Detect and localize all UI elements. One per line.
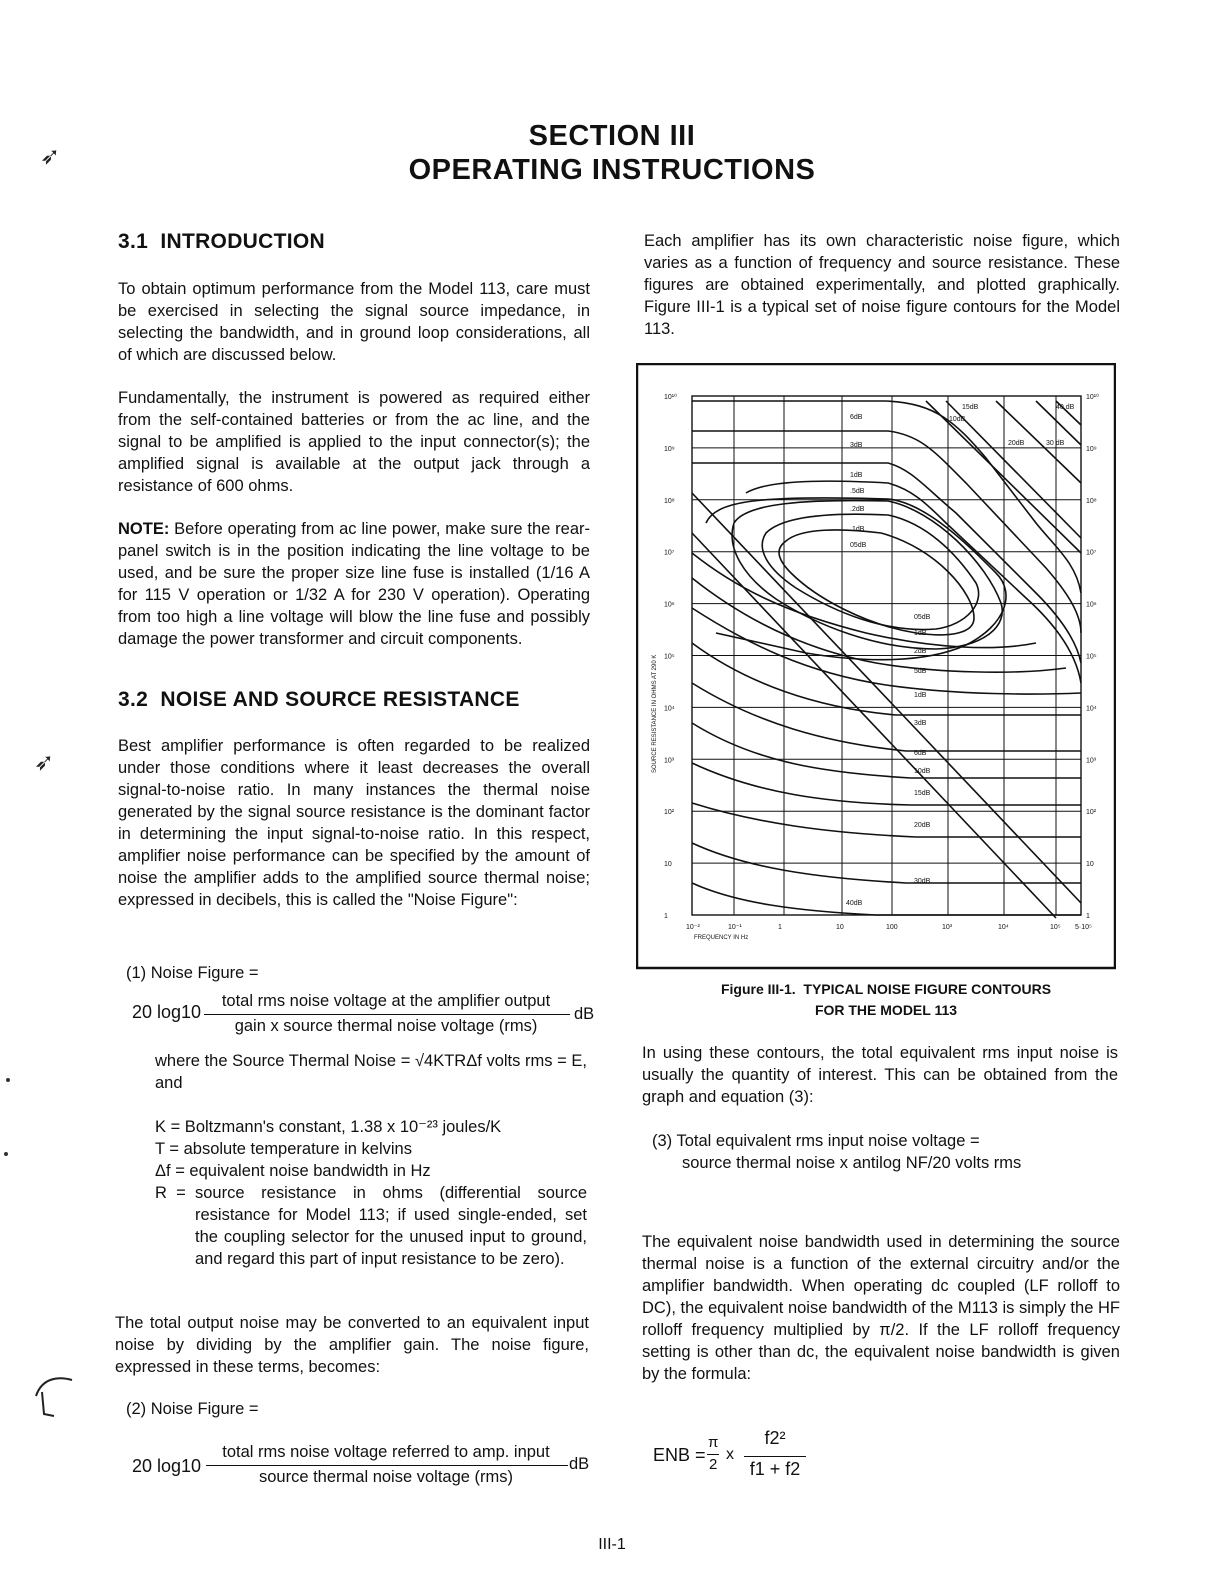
margin-dot-1: [6, 1078, 10, 1082]
y-tick-label-left: 10⁴: [664, 705, 675, 713]
note-label: NOTE:: [118, 520, 170, 538]
eq1-numerator: total rms noise voltage at the amplifier output: [221, 992, 551, 1010]
contour-label-6db-lower: 6dB: [914, 750, 927, 757]
contour-label-3db: 3dB: [850, 442, 863, 449]
y-tick-label-left: 10⁷: [664, 549, 675, 557]
y-tick-label-right: 10⁵: [1086, 653, 1097, 661]
margin-mark-1: ➶: [40, 143, 61, 170]
eq2-fraction-bar: [206, 1465, 568, 1466]
y-tick-label-left: 10³: [664, 757, 675, 765]
contour-label-5db-lower: 5dB: [914, 668, 927, 675]
right-paragraph-3: The equivalent noise bandwidth used in determining the source thermal noise is a function of the external circuitry and/or the amplifier bandwidth. When operating dc coupled (LF rolloff to DC), the equivalent noise bandwidth of the M113 is simply the HF rolloff frequency multiplied by π/2. If the LF rolloff frequency setting is other than dc, the equivalent noise bandwidth is given by the formula:: [642, 1233, 1120, 1383]
y-tick-label-left: 1: [664, 913, 668, 920]
eq1-label: (1) Noise Figure =: [126, 964, 259, 982]
intro-paragraph-1: To obtain optimum performance from the Model 113, care must be exercised in selecting the signal source impedance, in selecting the bandwidth, and in ground loop considerations, all of which are discussed below.: [118, 280, 590, 364]
eq1-prefix: 20 log10: [132, 1002, 202, 1022]
contour-label-10db-corner: 10dB: [949, 416, 966, 423]
contour-label-40db-corner: 40 dB: [1056, 404, 1075, 411]
y-tick-label-right: 10¹⁰: [1086, 394, 1099, 401]
margin-mark-2: ➶: [34, 749, 55, 776]
x-tick-label: 10⁻²: [686, 924, 700, 931]
y-tick-label-right: 10⁹: [1086, 445, 1097, 453]
right-paragraph-1: Each amplifier has its own characteristic noise figure, which varies as a function of frequency and source resistance. These figures are obtained experimentally, and plotted graphically. Figure III-1 is a typical set of noise figure contours for the Model 113.: [644, 232, 1120, 338]
x-tick-label: 10⁻¹: [728, 924, 742, 931]
x-tick-label: 10⁵: [1050, 924, 1061, 931]
y-tick-label-left: 10⁶: [664, 601, 675, 609]
eq2-denominator: source thermal noise voltage (rms): [258, 1468, 513, 1486]
heading-introduction: 3.1 INTRODUCTION: [118, 230, 325, 253]
contour-label-2db: .2dB: [850, 506, 865, 513]
resistance-symbol: R =: [155, 1184, 186, 1202]
contour-label-3db-lower: 3dB: [914, 720, 927, 727]
contour-label-1db-b: .1dB: [850, 526, 865, 533]
contour-label-6db: 6dB: [850, 414, 863, 421]
y-tick-label-right: 10⁷: [1086, 549, 1097, 557]
enb-pi-bar: [707, 1454, 719, 1455]
enb-two: 2: [709, 1456, 718, 1473]
contour-label-30db: 30dB: [914, 878, 931, 885]
y-tick-label-right: 10⁶: [1086, 601, 1097, 609]
right-paragraph-2: In using these contours, the total equivalent rms input noise is usually the quantity of interest. This can be obtained from the graph and equation (3):: [642, 1044, 1118, 1106]
x-tick-label: 10: [836, 924, 844, 931]
y-tick-label-right: 10⁴: [1086, 705, 1097, 713]
contour-label-2db-lower: 2dB: [914, 648, 927, 655]
x-tick-label: 10³: [942, 924, 953, 931]
contour-label-20db: 20dB: [914, 822, 931, 829]
y-tick-label-right: 10⁸: [1086, 497, 1097, 505]
y-tick-label-left: 10⁹: [664, 445, 675, 453]
y-tick-label-right: 10³: [1086, 757, 1097, 765]
x-tick-label: 1: [778, 924, 782, 931]
x-tick-label: 10⁴: [998, 924, 1009, 931]
contour-label-15db: 15dB: [914, 790, 931, 797]
y-tick-label-right: 10²: [1086, 809, 1097, 817]
noise-figure-chart: [636, 363, 1116, 971]
temperature-definition: T = absolute temperature in kelvins: [155, 1140, 412, 1158]
boltzmann-definition: K = Boltzmann's constant, 1.38 x 10⁻²³ joules/K: [155, 1118, 502, 1136]
eq3-line-2: source thermal noise x antilog NF/20 volts rms: [682, 1154, 1022, 1172]
intro-paragraph-2: Fundamentally, the instrument is powered as required either from the self-contained batteries or from the ac line, and the signal to be amplified is applied to the input connector(s); the amplified signal is available at the output jack through a resistance of 600 ohms.: [118, 389, 590, 495]
enb-pi: π: [708, 1434, 719, 1451]
noise-paragraph: Best amplifier performance is often regarded to be realized under those conditions where it least decreases the overall signal-to-noise ratio. In many instances the thermal noise generated by the signal source resistance is the dominant factor in determining the input signal-to-noise ratio. In this respect, amplifier noise performance can be specified by the amount of noise the amplifier adds to the amplified source thermal noise; expressed in decibels, this is called the "Noise Figure":: [118, 737, 590, 909]
enb-times: x: [726, 1446, 734, 1463]
contour-label-30db-corner: 30 dB: [1046, 440, 1065, 447]
eq2-unit: dB: [569, 1455, 590, 1473]
eq1-unit: dB: [574, 1005, 595, 1023]
figure-caption-line-2: FOR THE MODEL 113: [814, 1002, 958, 1018]
y-axis-title: SOURCE RESISTANCE IN OHMS AT 290 K: [652, 654, 658, 773]
note-paragraph: [118, 518, 590, 650]
enb-denominator: f1 + f2: [749, 1459, 801, 1479]
where-text: where the Source Thermal Noise = √4KTRΔf volts rms = E, and: [155, 1052, 587, 1092]
eq2-prefix: 20 log10: [132, 1456, 202, 1476]
contour-label-15db-corner: 15dB: [962, 404, 979, 411]
eq3-line-1: (3) Total equivalent rms input noise voltage =: [652, 1132, 980, 1150]
page-number: III-1: [598, 1536, 626, 1553]
eq2-label: (2) Noise Figure =: [126, 1400, 259, 1418]
page-title: OPERATING INSTRUCTIONS: [408, 154, 816, 186]
y-tick-label-left: 10⁵: [664, 653, 675, 661]
bandwidth-definition: Δf = equivalent noise bandwidth in Hz: [155, 1162, 431, 1180]
y-tick-label-left: 10⁸: [664, 497, 675, 505]
margin-hook-mark: [28, 1370, 78, 1420]
eq1-fraction-bar: [204, 1014, 570, 1015]
y-tick-label-right: 10: [1086, 861, 1094, 869]
contour-label-40db: 40dB: [846, 900, 863, 907]
x-tick-label: 5·10⁵: [1075, 924, 1092, 931]
eq1-denominator: gain x source thermal noise voltage (rms): [234, 1017, 538, 1035]
enb-lhs: ENB =: [653, 1445, 706, 1465]
x-axis-title: FREQUENCY IN Hz: [694, 935, 749, 941]
margin-dot-2: [4, 1152, 8, 1156]
contour-label-1db-lower2: 1dB: [914, 692, 927, 699]
contour-label-005db: 05dB: [850, 542, 867, 549]
contour-label-1db-lower: 1dB: [914, 630, 927, 637]
contour-label-20db-corner: 20dB: [1008, 440, 1025, 447]
figure-caption-line-1: Figure III-1. TYPICAL NOISE FIGURE CONTOURS: [720, 981, 1052, 997]
y-tick-label-left: 10¹⁰: [664, 394, 677, 401]
contour-label-05db: .5dB: [850, 488, 865, 495]
total-output-paragraph: The total output noise may be converted to an equivalent input noise by dividing by the amplifier gain. The noise figure, expressed in these terms, becomes:: [115, 1314, 589, 1376]
y-tick-label-right: 1: [1086, 913, 1090, 920]
contour-label-10db: 10dB: [914, 768, 931, 775]
x-tick-label: 100: [886, 924, 898, 931]
eq2-numerator: total rms noise voltage referred to amp. input: [222, 1443, 550, 1461]
heading-noise-source-resistance: 3.2 NOISE AND SOURCE RESISTANCE: [118, 688, 520, 711]
contour-label-1db: 1dB: [850, 472, 863, 479]
section-heading: SECTION III: [528, 120, 696, 152]
resistance-definition: source resistance in ohms (differential source resistance for Model 113; if used single-ended, set the coupling selector for the unused input to ground, and regard this part of input resistance to be zero).: [195, 1184, 587, 1268]
y-tick-label-left: 10²: [664, 809, 675, 817]
y-tick-label-left: 10: [664, 861, 672, 869]
enb-fraction-bar: [744, 1456, 806, 1457]
contour-label-05db-lower: 05dB: [914, 614, 931, 621]
note-text: Before operating from ac line power, make sure the rear-panel switch is in the position indicating the line voltage to be used, and be sure the proper size line fuse is installed (1/16 A for 115 V operation or 1/32 A for 230 V operation). Operating from too high a line voltage will blow the line fuse and possibly damage the power transformer and circuit components.: [118, 520, 590, 648]
enb-numerator: f2²: [764, 1428, 786, 1448]
